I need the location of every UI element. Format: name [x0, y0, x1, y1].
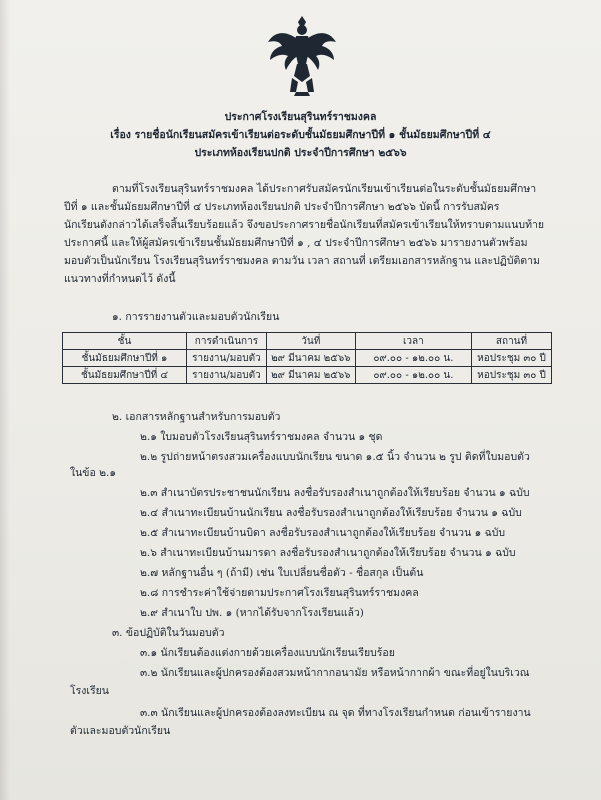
- garuda-emblem-icon: [266, 12, 338, 98]
- section3-item-2-line1: ๓.๒ นักเรียนและผู้ปกครองต้องสวมหน้ากากอนามัย หรือหน้ากากผ้า ขณะที่อยู่ในบริเวณ: [140, 667, 530, 679]
- schedule-table: [62, 332, 552, 384]
- table-cell: รายงาน/มอบตัว: [186, 367, 266, 384]
- table-header-row: [63, 333, 552, 350]
- section2-item-1: ๒.๑ ใบมอบตัวโรงเรียนสุรินทร์ราชมงคล จำนวน ๑ ชุด: [140, 431, 383, 443]
- section2-item-2-line1: ๒.๒ รูปถ่ายหน้าตรงสวมเครื่องแบบนักเรียน ขนาด ๑.๕ นิ้ว จำนวน ๒ รูป ติดที่ใบมอบตัว: [140, 451, 530, 463]
- intro-line-4: ประกาศนี้ และให้ผู้สมัครเข้าเรียนชั้นมัธยมศึกษาปีที่ ๑ , ๔ ประจำปีการศึกษา ๒๕๖๖ มารายงานตัวพร้อม: [64, 237, 528, 249]
- table-cell: ๐๙.๐๐ - ๑๒.๐๐ น.: [355, 350, 471, 367]
- section2-item-6: ๒.๖ สำเนาทะเบียนบ้านมารดา ลงชื่อรับรองสำเนาถูกต้องให้เรียบร้อย จำนวน ๑ ฉบับ: [140, 547, 516, 559]
- table-cell: ๒๙ มีนาคม ๒๕๖๖: [266, 367, 355, 384]
- section2-item-3: ๒.๓ สำเนาบัตรประชาชนนักเรียน ลงชื่อรับรองสำเนาถูกต้องให้เรียบร้อย จำนวน ๑ ฉบับ: [140, 487, 530, 499]
- table-cell: ชั้นมัธยมศึกษาปีที่ ๑: [63, 350, 187, 367]
- section2-heading: ๒. เอกสารหลักฐานสำหรับการมอบตัว: [112, 411, 281, 423]
- table-header-cell: เวลา: [355, 333, 471, 350]
- section1-heading: ๑. การรายงานตัวและมอบตัวนักเรียน: [112, 311, 280, 323]
- table-header-cell: การดำเนินการ: [186, 333, 266, 350]
- announcement-title: ประกาศโรงเรียนสุรินทร์ราชมงคล: [224, 111, 377, 123]
- section3-item-3-line1: ๓.๓ นักเรียนและผู้ปกครองต้องลงทะเบียน ณ จุด ที่ทางโรงเรียนกำหนด ก่อนเข้ารายงาน: [140, 707, 531, 719]
- intro-line-3: นักเรียนดังกล่าวได้เสร็จสิ้นเรียบร้อยแล้ว จึงขอประกาศรายชื่อนักเรียนที่สมัครเข้าเรียนให้ทราบตามแนบท้าย: [64, 219, 545, 231]
- intro-line-6: แนวทางที่กำหนดไว้ ดังนี้: [64, 273, 176, 285]
- section3-item-1: ๓.๑ นักเรียนต้องแต่งกายด้วยเครื่องแบบนักเรียนเรียบร้อย: [140, 647, 395, 659]
- intro-line-2: ปีที่ ๑ และชั้นมัธยมศึกษาปีที่ ๔ ประเภทห้องเรียนปกติ ประจำปีการศึกษา ๒๕๖๖ บัดนี้ การรับสมัคร: [64, 201, 500, 213]
- intro-line-5: มอบตัวเป็นนักเรียน โรงเรียนสุรินทร์ราชมงคล ตามวัน เวลา สถานที่ เตรียมเอกสารหลักฐาน และปฏิบัติตาม: [64, 255, 540, 267]
- announcement-subject-line2: ประเภทห้องเรียนปกติ ประจำปีการศึกษา ๒๕๖๖: [194, 147, 407, 159]
- section2-item-7: ๒.๗ หลักฐานอื่น ๆ (ถ้ามี) เช่น ใบเปลี่ยนชื่อตัว - ชื่อสกุล เป็นต้น: [140, 567, 424, 579]
- intro-line-1: ตามที่โรงเรียนสุรินทร์ราชมงคล ได้ประกาศรับสมัครนักเรียนเข้าเรียนต่อในระดับชั้นมัธยมศึกษา: [112, 183, 537, 195]
- table-cell: ๒๙ มีนาคม ๒๕๖๖: [266, 350, 355, 367]
- table-header-cell: ชั้น: [63, 333, 187, 350]
- table-cell: ชั้นมัธยมศึกษาปีที่ ๔: [63, 367, 187, 384]
- section2-item-8: ๒.๘ การชำระค่าใช้จ่ายตามประกาศโรงเรียนสุรินทร์ราชมงคล: [140, 587, 419, 599]
- announcement-subject-line1: เรื่อง รายชื่อนักเรียนสมัครเข้าเรียนต่อระดับชั้นมัธยมศึกษาปีที่ ๑ ชั้นมัธยมศึกษาปีที่ ๔: [110, 129, 491, 141]
- table-row: [63, 367, 552, 384]
- section2-item-4: ๒.๔ สำเนาทะเบียนบ้านนักเรียน ลงชื่อรับรองสำเนาถูกต้องให้เรียบร้อย จำนวน ๑ ฉบับ: [140, 507, 522, 519]
- section2-item-5: ๒.๕ สำเนาทะเบียนบ้านบิดา ลงชื่อรับรองสำเนาถูกต้องให้เรียบร้อย จำนวน ๑ ฉบับ: [140, 527, 506, 539]
- section2-item-9: ๒.๙ สำเนาใบ ปพ. ๑ (หากได้รับจากโรงเรียนแล้ว): [140, 607, 364, 619]
- table-cell: รายงาน/มอบตัว: [186, 350, 266, 367]
- section3-item-3-line2: ตัวและมอบตัวนักเรียน: [70, 725, 171, 737]
- table-header-cell: สถานที่: [472, 333, 552, 350]
- section3-item-2-line2: โรงเรียน: [70, 685, 109, 697]
- section3-heading: ๓. ข้อปฏิบัติในวันมอบตัว: [112, 627, 225, 639]
- section2-item-2-line2: ในข้อ ๒.๑: [70, 467, 117, 479]
- table-cell: หอประชุม ๓๐ ปี: [472, 367, 552, 384]
- table-cell: หอประชุม ๓๐ ปี: [472, 350, 552, 367]
- table-cell: ๐๙.๐๐ - ๑๒.๐๐ น.: [355, 367, 471, 384]
- table-row: [63, 350, 552, 367]
- table-header-cell: วันที่: [266, 333, 355, 350]
